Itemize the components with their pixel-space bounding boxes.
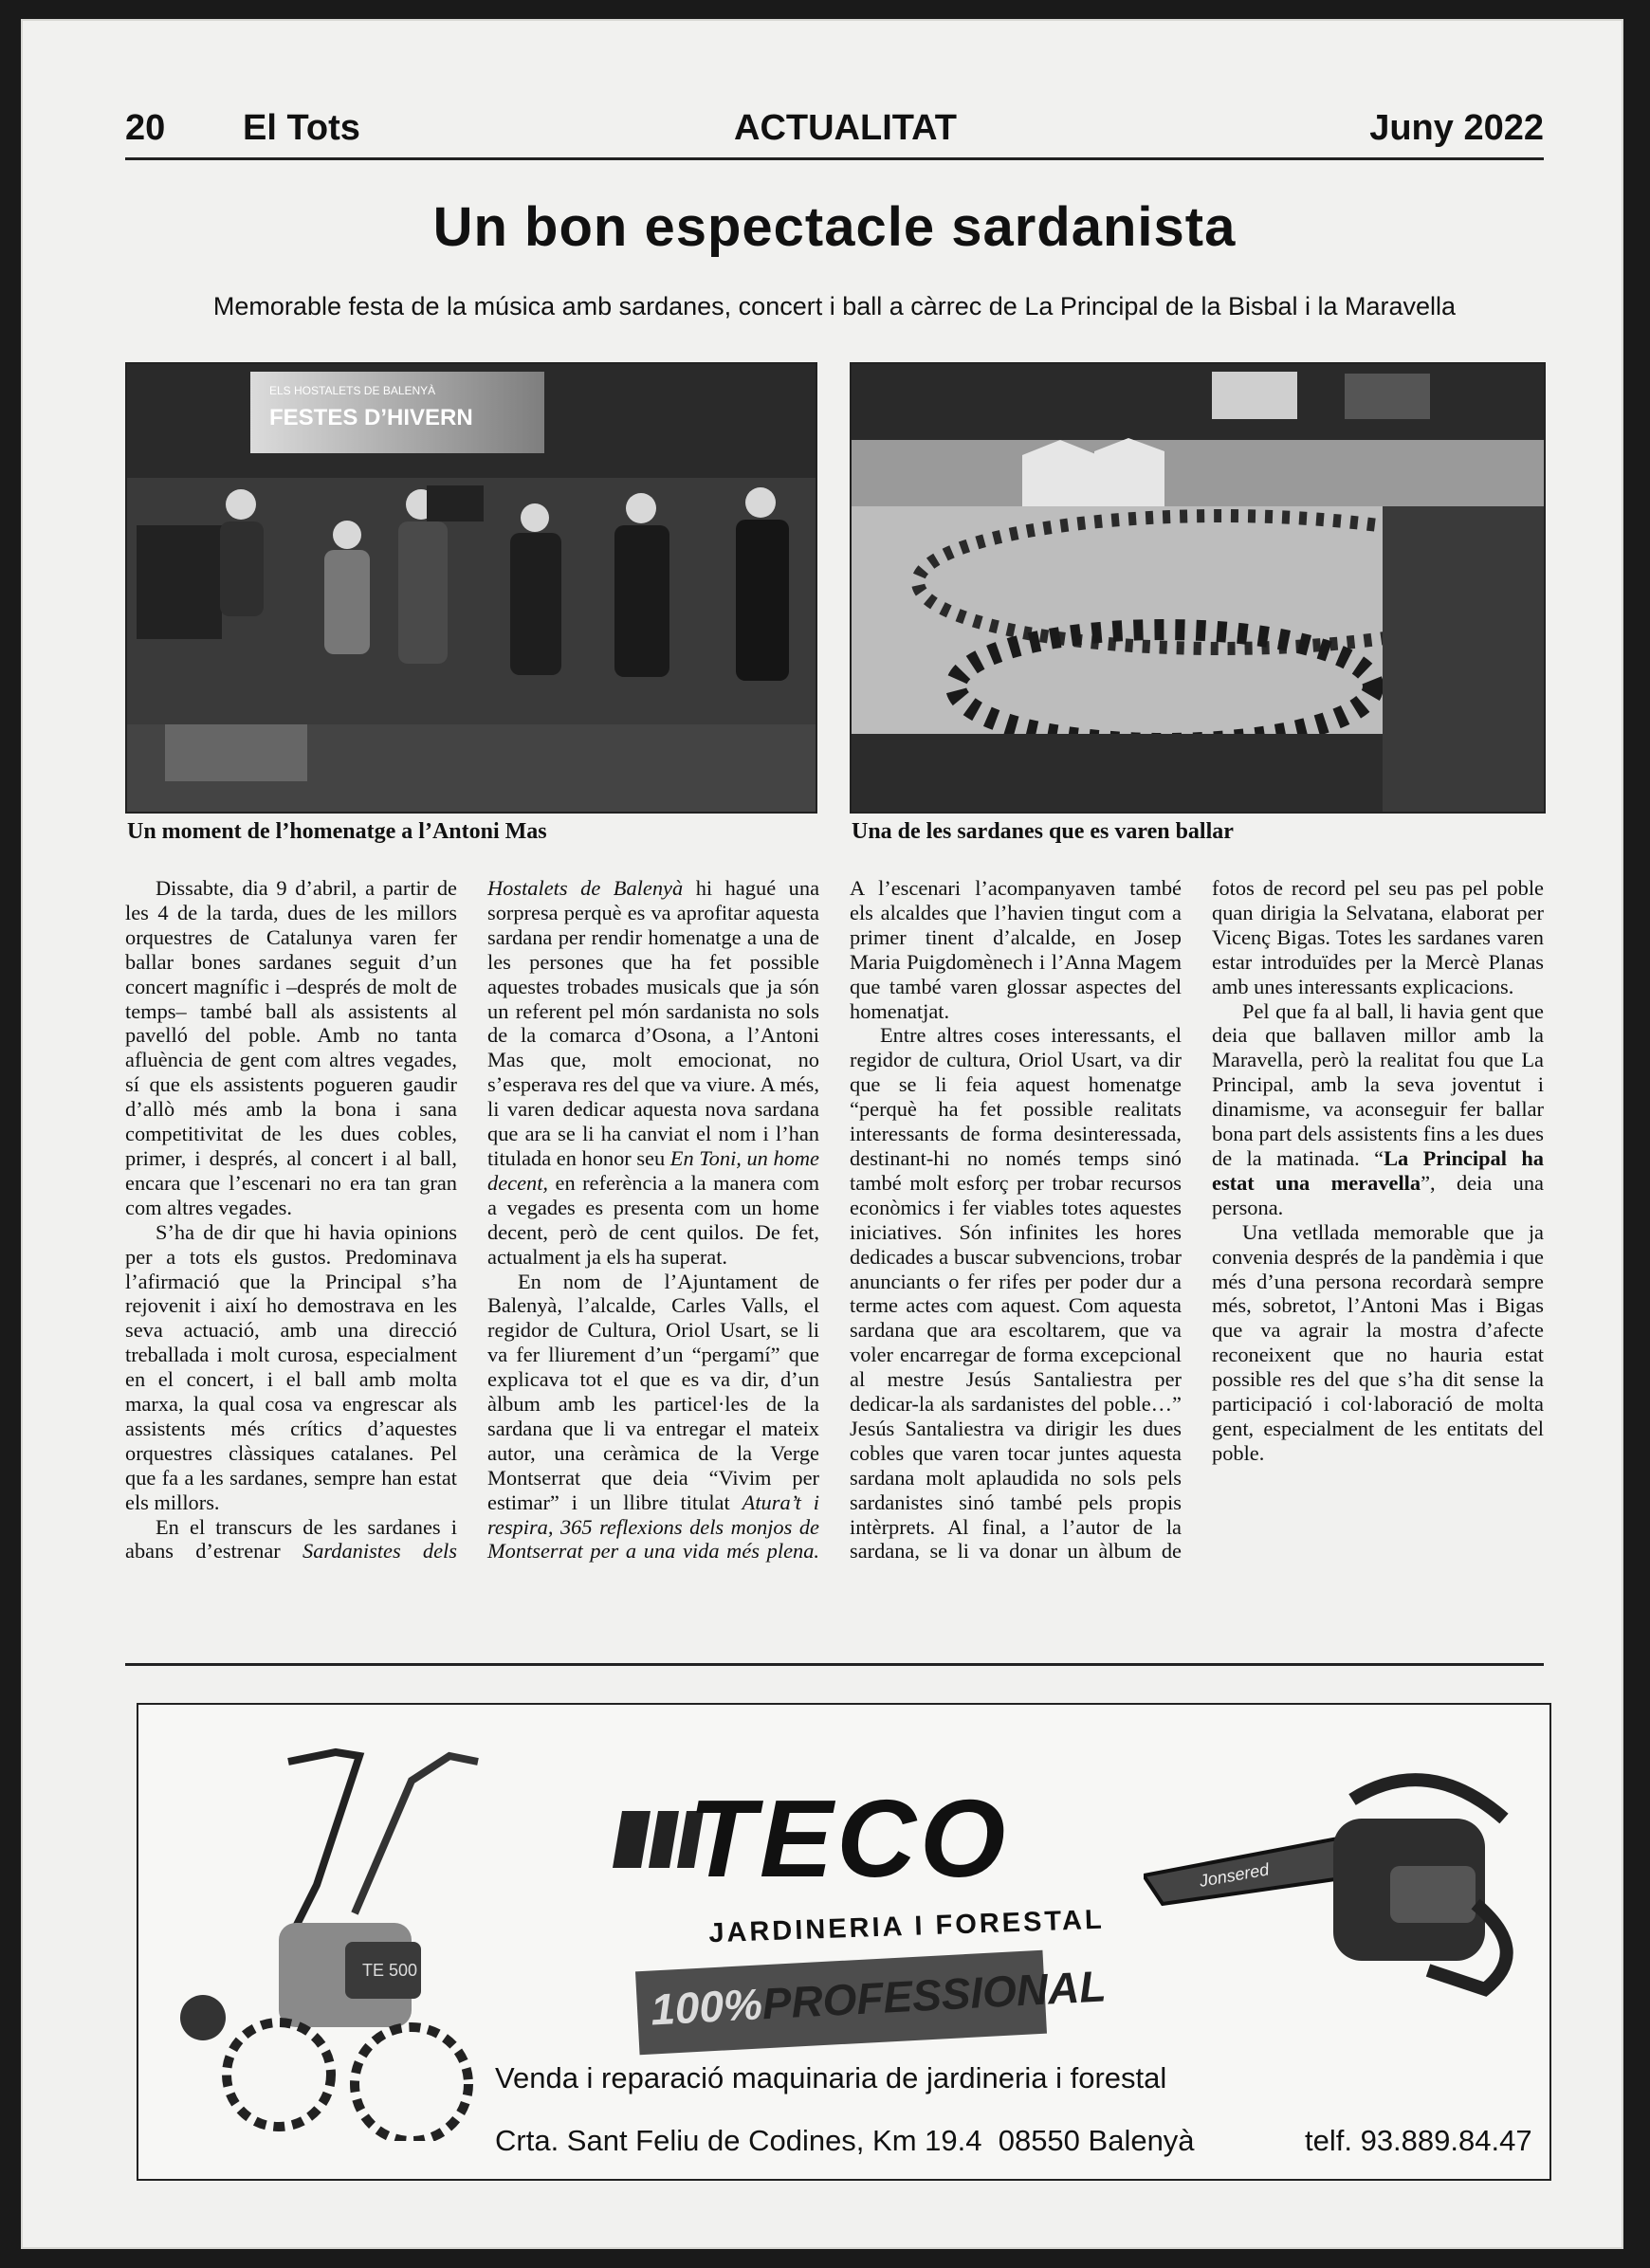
badge-percent: 100% [649,1979,764,2035]
page-number: 20 [125,108,166,148]
article-paragraph: Entre altres coses interessants, el regidor de cultura, Oriol Usart, va dir que se li feia aquest homenatge “perquè ha fet possible realitats interessants de forma desinteressada, destinant-hi no només temps sinó també molt esforç per trobar recursos econòmics i fer viables totes aquestes iniciatives. Són infinites les hores dedicades a buscar subvencions, trobar anunciants o fer rifes per poder dur a terme actes com aquest. Com aquesta sardana que ara escoltarem, que va voler encarregar de forma excepcional al mestre Jesús Santaliestra per dedicar-la als sardanistes del poble…” Jesús Santaliestra va dirigir les dues cobles que varen tocar juntes aquesta sardana molt aplaudida no sols pels sardanistes sinó també pels propis intèrprets. Al final, a l’autor de la sardana, se li va donar un àlbum de fotos de record pel seu pas pel poble quan dirigia la Selvatana, elaborat per Vicenç Bigas. Totes les sardanes varen estar introduïdes per la Mercè Planas amb unes interessants explicacions. [850,876,1544,1564]
publication-name: El Tots [243,108,360,148]
ad-address: Crta. Sant Feliu de Codines, Km 19.4 08550 Balenyà [495,2124,1195,2157]
issue-date: Juny 2022 [1369,108,1544,148]
brand-name: TECO [688,1777,1010,1900]
page-header [125,102,1544,160]
tiller-label: TE 500 [362,1961,418,1980]
banner-line1-text: ELS HOSTALETS DE BALENYÀ [269,384,436,397]
article-paragraph: Dissabte, dia 9 d’abril, a partir de les 4 de la tarda, dues de les millors orquestres de Catalunya varen fer ballar bones sardanes seguit d’un concert magnífic i –després de molt de temps– també ball als assistents al pavelló del poble. Amb no tanta afluència de gent com altres vegades, sí que els assistents pogueren gaudir d’allò més amb la bona i sana competitivitat de les dues cobles, primer, i després, al concert i al ball, encara que l’escenari no era tan gran com altres vegades. [125,876,457,1219]
ad-description: Venda i reparació maquinaria de jardineria i forestal [495,2061,1167,2094]
ad-contact [495,2124,1538,2158]
banner-line2-text: FESTES D’HIVERN [269,405,473,430]
article-paragraph: Pel que fa al ball, li havia gent que deia que ballaven millor amb la Maravella, però la realitat fou que La Principal, amb la seva joventut i dinamisme, va aconseguir fer ballar bona part dels assistents fins a les dues de la matinada. “La Principal ha estat una meravella”, deia una persona. [1212,998,1544,1219]
homage-photo [125,362,817,814]
ad-phone: telf. 93.889.84.47 [1305,2124,1532,2157]
teco-logo [613,1777,1182,1949]
dancers-photo-caption: Una de les sardanes que es varen ballar [852,819,1234,844]
tiller-image [146,1724,554,2141]
badge-word: PROFESSIONAL [761,1961,1108,2029]
teco-advertisement [137,1703,1551,2181]
article-subtitle: Memorable festa de la música amb sardanes, concert i ball a càrrec de La Principal de la Bisbal i la Maravella [212,292,1457,320]
article-paragraph: En nom de l’Ajuntament de Balenyà, l’alcalde, Carles Valls, el regidor de Cultura, Oriol Usart, se li va fer lliurement d’un “pergamí” que explicava tot el que es va dir, d’un àlbum amb les particel·les de la sardana que li va entregar el mateix autor, una ceràmica de la Verge Montserrat que deia “Vivim per estimar” i un llibre titulat Atura’t i respira, 365 reflexions dels monjos de Montserrat per a una vida més plena. A l’escenari l’acompanyaven també els alcaldes que l’havien tingut com a primer tinent d’alcalde, en Josep Maria Puigdomènech i l’Anna Magem que també varen glossar aspectes del homenatjat. [487,876,1182,1564]
newspaper-page [21,19,1623,2249]
article-body [125,876,1544,1655]
article-paragraph: Una vetllada memorable que ja convenia després de la pandèmia i que més d’una persona recordarà sempre més, sobretot, l’Antoni Mas i Bigas que va agrair la mostra d’afecte reconeixent que no hauria estat possible res del que s’ha dit sense la participació i col·laboració de molta gent, especialment de les entitats del poble. [1212,1219,1544,1465]
article-paragraph: En el transcurs de les sardanes i abans d’estrenar Sardanistes dels Hostalets de Balenyà hi hagué una sorpresa perquè es va aprofitar aquesta sardana per rendir homenatge a una de les persones que ha fet possible aquestes trobades musicals que ja són un referent pel món sardanista no sols de la comarca d’Osona, a l’Antoni Mas que, molt emocionat, no s’esperava res del que va viure. A més, li varen dedicar aquesta nova sardana que ara se li ha canviat el nom i l’han titulada en honor seu En Toni, un home decent, en referència a la manera com a vegades es presenta com un home decent, però de cent quilos. De fet, actualment ja els ha superat. [125,876,820,1564]
section-name: ACTUALITAT [734,108,957,148]
chainsaw-label: Jonsered [1198,1859,1271,1891]
chainsaw-image [1144,1762,1532,2046]
article-title: Un bon espectacle sardanista [432,196,1237,258]
brand-tagline: JARDINERIA I FORESTAL [707,1904,1106,1949]
section-divider [125,1663,1544,1666]
article-paragraph: S’ha de dir que hi havia opinions per a tots els gustos. Predominava l’afirmació que la Principal s’ha rejovenit i així ho demostrava en les seva actuació, amb una direcció treballada i molt curosa, especialment en el concert, i el ball amb molta marxa, la qual cosa va engrescar als assistents més crítics d’aquestes orquestres clàssiques catalanes. Pel que fa a les sardanes, sempre han estat els millors. [125,1219,457,1514]
homage-photo-caption: Un moment de l’homenatge a l’Antoni Mas [127,819,547,844]
dancers-photo [850,362,1546,814]
